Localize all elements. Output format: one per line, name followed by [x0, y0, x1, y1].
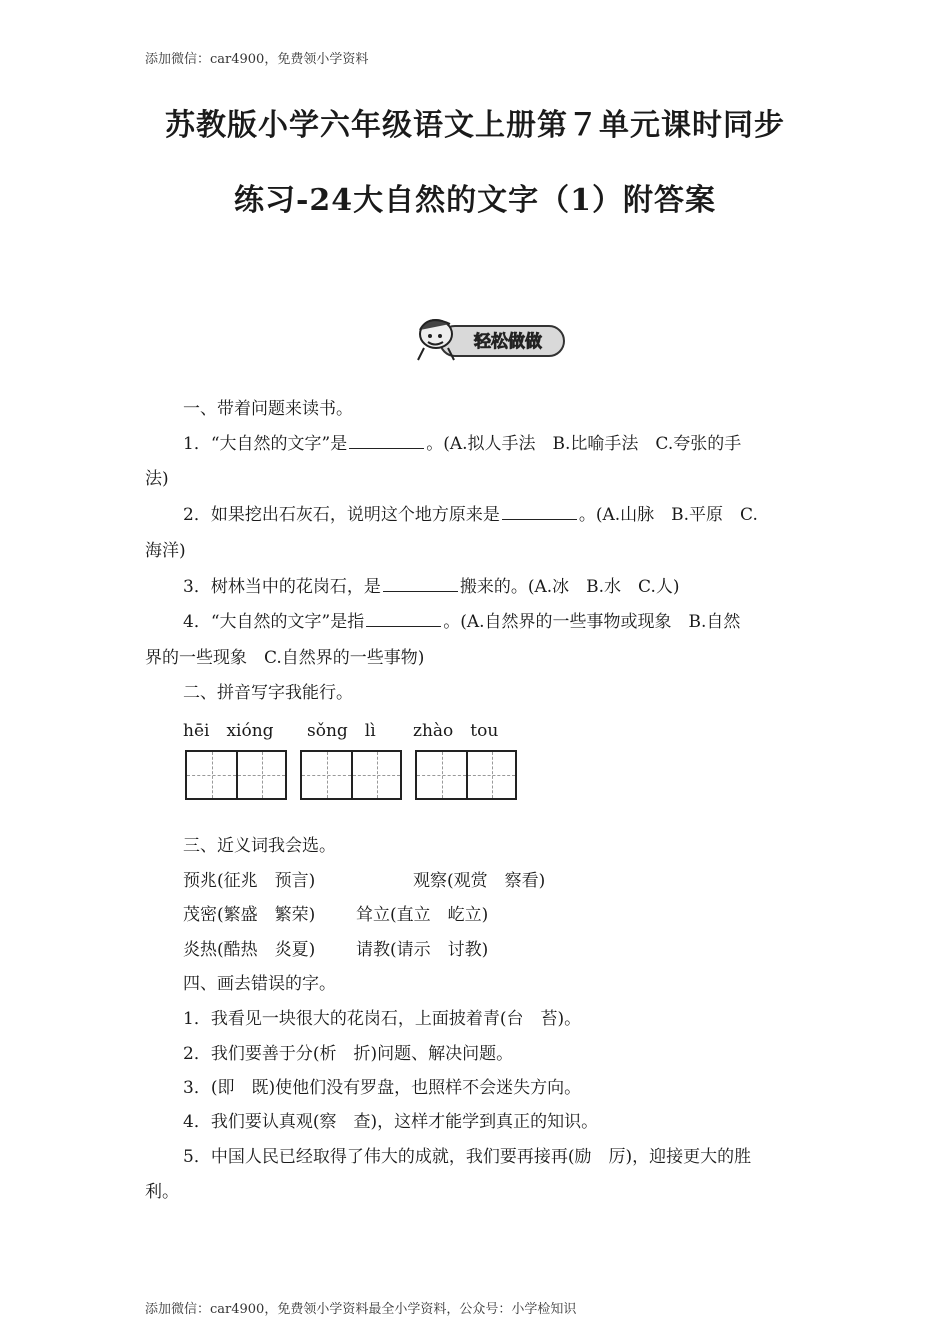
question-3	[183, 576, 679, 598]
grid-cell[interactable]	[351, 752, 400, 798]
question-2-options: 。(A.山脉 B.平原 C.	[578, 505, 758, 525]
question-4-options: 。(A.自然界的一些事物或现象 B.自然	[443, 612, 741, 632]
section4-heading: 四、画去错误的字。	[183, 974, 336, 994]
section3-heading: 三、近义词我会选。	[183, 836, 336, 856]
header-note: 添加微信：car4900，免费领小学资料	[145, 52, 369, 67]
question-3-text: 3．树林当中的花岗石，是	[183, 577, 381, 597]
question-2	[183, 504, 758, 526]
pinyin-2: sǒng lì	[307, 721, 376, 741]
synonym-choice: 请教(请示 讨教)	[356, 940, 489, 960]
grid-cell[interactable]	[417, 752, 466, 798]
question-1	[183, 433, 741, 455]
section2-heading: 二、拼音写字我能行。	[183, 683, 353, 703]
synonym-choice: 炎热(酷热 炎夏)	[183, 940, 316, 960]
pinyin-1: hēi xióng	[183, 721, 274, 741]
answer-blank[interactable]	[366, 612, 441, 627]
section1-heading: 一、带着问题来读书。	[183, 399, 353, 419]
question-4	[183, 611, 740, 633]
banner-text: 轻松做做	[474, 332, 542, 352]
answer-blank[interactable]	[383, 577, 458, 592]
grid-cell[interactable]	[187, 752, 236, 798]
sentence-5-cont: 利。	[145, 1182, 179, 1202]
question-4-text: 4．“大自然的文字”是指	[183, 612, 365, 632]
synonym-choice: 预兆(征兆 预言)	[183, 871, 316, 891]
page-title-line-2: 练习-24大自然的文字（1）附答案	[233, 183, 717, 218]
grid-cell[interactable]	[466, 752, 515, 798]
question-1-text: 1．“大自然的文字”是	[183, 434, 348, 454]
question-2-text: 2．如果挖出石灰石，说明这个地方原来是	[183, 505, 500, 525]
question-1-options: 。(A.拟人手法 B.比喻手法 C.夸张的手	[426, 434, 742, 454]
writing-grid-1[interactable]	[185, 750, 287, 800]
answer-blank[interactable]	[502, 505, 577, 520]
question-3-options: 搬来的。(A.冰 B.水 C.人)	[459, 577, 680, 597]
question-4-cont: 界的一些现象 C.自然界的一些事物)	[145, 648, 425, 668]
synonym-choice: 观察(观赏 察看)	[413, 871, 546, 891]
sentence-2: 2．我们要善于分(析 折)问题、解决问题。	[183, 1044, 514, 1064]
sentence-5: 5．中国人民已经取得了伟大的成就，我们要再接再(励 厉)，迎接更大的胜	[183, 1147, 752, 1167]
synonym-choice: 耸立(直立 屹立)	[356, 905, 489, 925]
writing-grid-2[interactable]	[300, 750, 402, 800]
page-title-line-1: 苏教版小学六年级语文上册第７单元课时同步	[165, 108, 785, 143]
sentence-3: 3．(即 既)使他们没有罗盘，也照样不会迷失方向。	[183, 1078, 582, 1098]
question-2-cont: 海洋)	[145, 541, 186, 561]
pinyin-3: zhào tou	[413, 721, 499, 741]
synonym-choice: 茂密(繁盛 繁荣)	[183, 905, 316, 925]
footer-note: 添加微信：car4900，免费领小学资料最全小学资料，公众号：小学检知识	[145, 1302, 577, 1317]
sentence-4: 4．我们要认真观(察 查)，这样才能学到真正的知识。	[183, 1112, 599, 1132]
sentence-1: 1．我看见一块很大的花岗石，上面披着青(台 苔)。	[183, 1009, 582, 1029]
grid-cell[interactable]	[302, 752, 351, 798]
question-1-cont: 法)	[145, 469, 169, 489]
easy-practice-banner	[410, 312, 568, 362]
answer-blank[interactable]	[349, 434, 424, 449]
grid-cell[interactable]	[236, 752, 285, 798]
writing-grid-3[interactable]	[415, 750, 517, 800]
